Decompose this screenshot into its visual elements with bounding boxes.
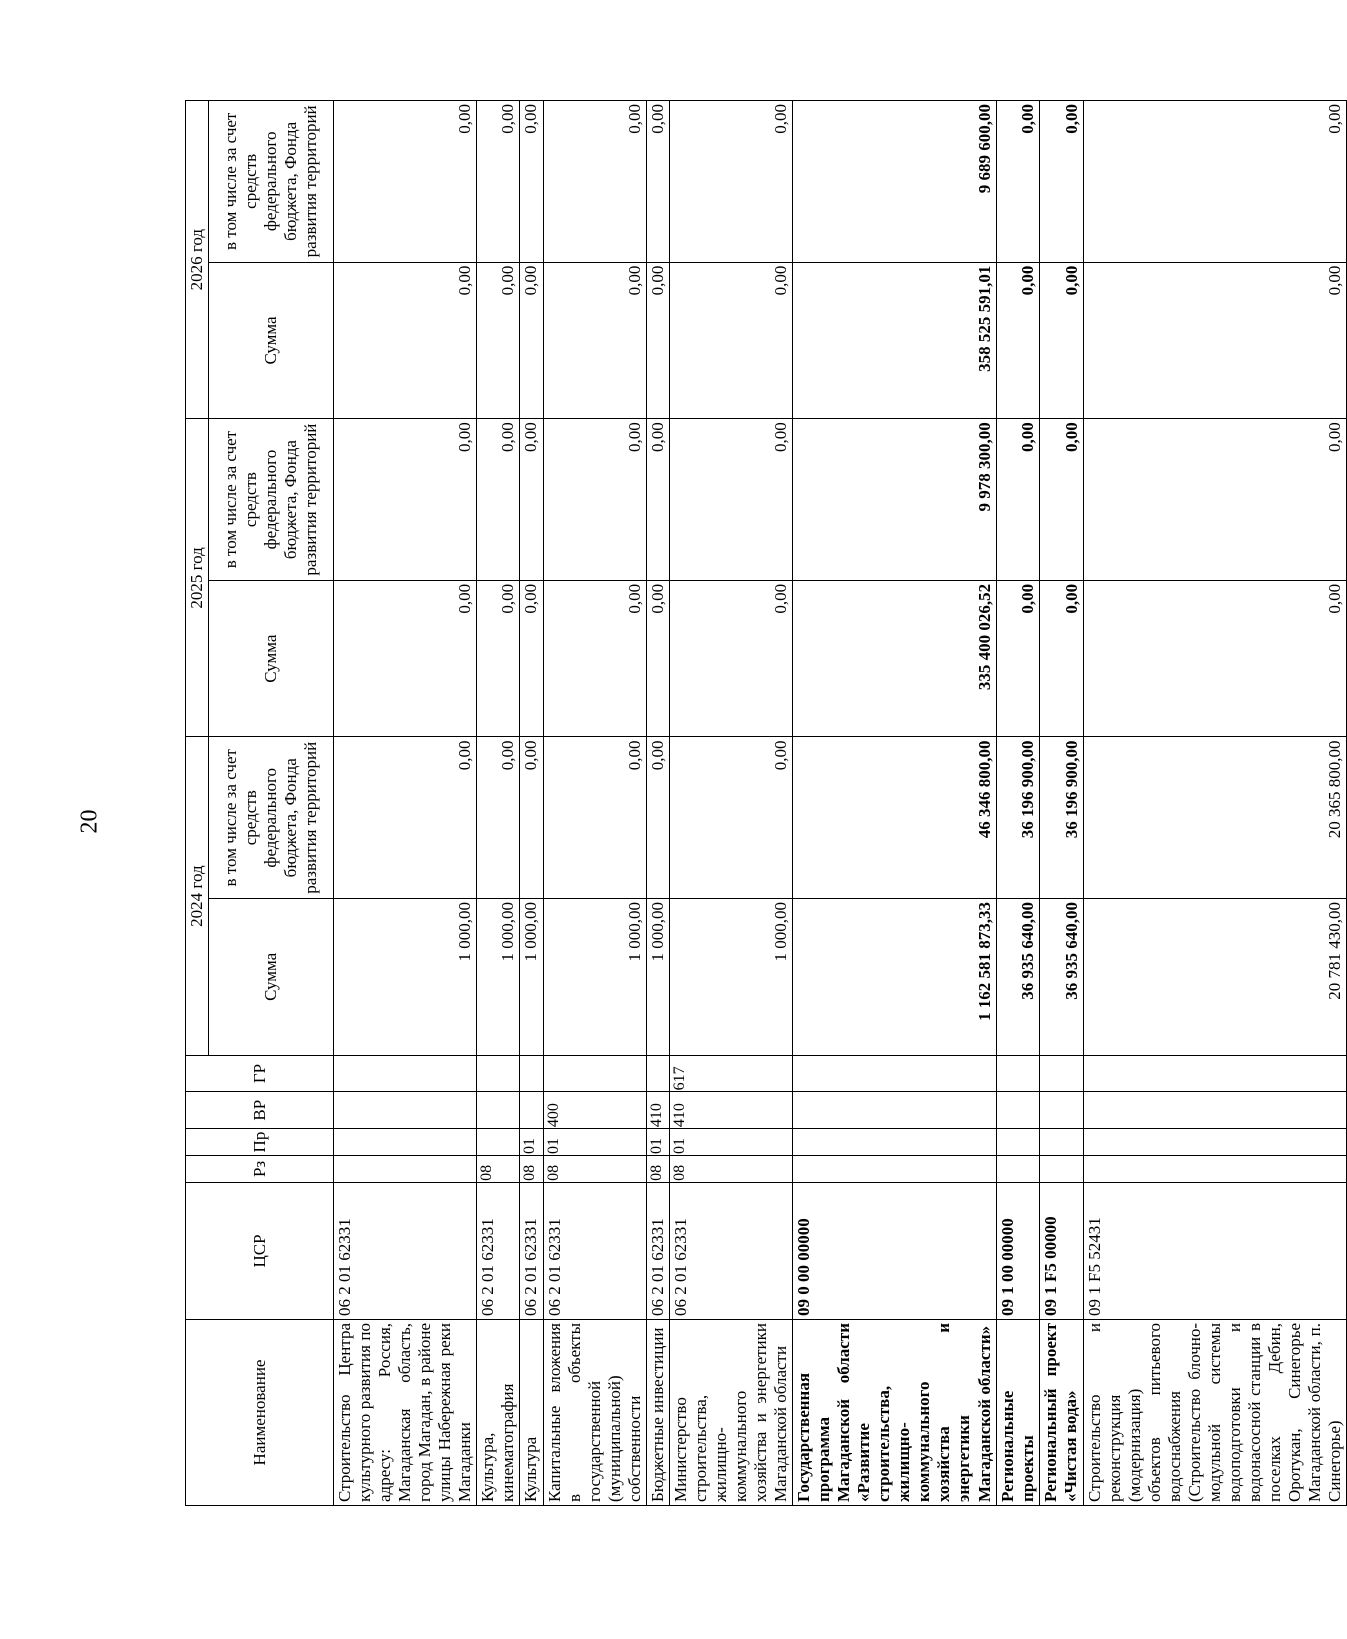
cell-rz xyxy=(793,1156,996,1183)
cell-s2024: 1 000,00 xyxy=(334,899,477,1056)
header-sum-2025: Сумма xyxy=(209,580,334,737)
cell-vr xyxy=(334,1092,477,1129)
cell-gr xyxy=(793,1055,996,1092)
table-row xyxy=(477,101,520,1506)
header-vr: ВР xyxy=(186,1092,334,1129)
cell-gr xyxy=(996,1055,1039,1092)
cell-f2026: 0,00 xyxy=(543,101,646,263)
header-rz: Рз xyxy=(186,1156,334,1183)
cell-name: Министерство строительства, жилищно-коммунального хозяйства и энергетики Магаданской области xyxy=(669,1319,792,1505)
cell-pr xyxy=(1039,1129,1083,1156)
cell-s2026: 0,00 xyxy=(1083,262,1347,419)
cell-vr xyxy=(1039,1092,1083,1129)
cell-f2025: 0,00 xyxy=(543,419,646,581)
cell-vr xyxy=(520,1092,543,1129)
cell-rz xyxy=(1039,1156,1083,1183)
cell-s2025: 0,00 xyxy=(1083,580,1347,737)
cell-pr xyxy=(334,1129,477,1156)
table-row xyxy=(334,101,477,1506)
cell-csr: 06 2 01 62331 xyxy=(520,1182,543,1319)
header-incl-2025: в том числе за счет средств федерального бюджета, Фонда развития территорий xyxy=(209,419,334,581)
cell-vr: 400 xyxy=(543,1092,646,1129)
cell-f2026: 9 689 600,00 xyxy=(793,101,996,263)
cell-s2024: 1 000,00 xyxy=(646,899,669,1056)
cell-name: Региональный проект «Чистая вода» xyxy=(1039,1319,1083,1505)
cell-s2025: 335 400 026,52 xyxy=(793,580,996,737)
cell-rz xyxy=(334,1156,477,1183)
table-row xyxy=(520,101,543,1506)
table-row xyxy=(1083,101,1347,1506)
cell-s2024: 1 000,00 xyxy=(669,899,792,1056)
header-row-years xyxy=(186,101,209,1506)
cell-pr: 01 xyxy=(520,1129,543,1156)
cell-f2025: 0,00 xyxy=(669,419,792,581)
cell-s2026: 0,00 xyxy=(996,262,1039,419)
cell-f2024: 0,00 xyxy=(669,737,792,899)
cell-s2026: 0,00 xyxy=(543,262,646,419)
header-pr: Пр xyxy=(186,1129,334,1156)
table-row xyxy=(996,101,1039,1506)
budget-table xyxy=(185,100,1347,1506)
cell-pr xyxy=(793,1129,996,1156)
cell-f2025: 0,00 xyxy=(1039,419,1083,581)
cell-gr xyxy=(1039,1055,1083,1092)
cell-f2026: 0,00 xyxy=(669,101,792,263)
cell-f2024: 0,00 xyxy=(334,737,477,899)
cell-f2024: 36 196 900,00 xyxy=(1039,737,1083,899)
cell-pr xyxy=(1083,1129,1347,1156)
cell-s2025: 0,00 xyxy=(477,580,520,737)
cell-f2026: 0,00 xyxy=(477,101,520,263)
cell-name: Бюджетные инвестиции xyxy=(646,1319,669,1505)
cell-s2025: 0,00 xyxy=(996,580,1039,737)
cell-f2025: 0,00 xyxy=(520,419,543,581)
cell-f2025: 0,00 xyxy=(996,419,1039,581)
cell-name: Строительство Центра культурного развития по адресу: Россия, Магаданская область, город Магадан, в районе улицы Набережная реки Магаданки xyxy=(334,1319,477,1505)
cell-rz: 08 xyxy=(543,1156,646,1183)
cell-f2024: 0,00 xyxy=(543,737,646,899)
cell-pr: 01 xyxy=(669,1129,792,1156)
cell-f2026: 0,00 xyxy=(996,101,1039,263)
cell-s2026: 0,00 xyxy=(477,262,520,419)
cell-s2026: 358 525 591,01 xyxy=(793,262,996,419)
cell-s2024: 1 162 581 873,33 xyxy=(793,899,996,1056)
cell-rz xyxy=(1083,1156,1347,1183)
cell-rz xyxy=(996,1156,1039,1183)
cell-gr: 617 xyxy=(669,1055,792,1092)
cell-pr: 01 xyxy=(646,1129,669,1156)
cell-s2024: 1 000,00 xyxy=(543,899,646,1056)
cell-f2026: 0,00 xyxy=(334,101,477,263)
cell-s2025: 0,00 xyxy=(334,580,477,737)
page-number: 20 xyxy=(76,809,103,834)
cell-csr: 06 2 01 62331 xyxy=(646,1182,669,1319)
cell-pr xyxy=(477,1129,520,1156)
cell-s2026: 0,00 xyxy=(1039,262,1083,419)
cell-gr xyxy=(1083,1055,1347,1092)
cell-f2025: 9 978 300,00 xyxy=(793,419,996,581)
header-year-2026: 2026 год xyxy=(186,101,209,419)
cell-pr xyxy=(996,1129,1039,1156)
cell-f2026: 0,00 xyxy=(1039,101,1083,263)
cell-f2026: 0,00 xyxy=(646,101,669,263)
cell-s2025: 0,00 xyxy=(1039,580,1083,737)
cell-f2025: 0,00 xyxy=(646,419,669,581)
header-incl-2026: в том числе за счет средств федерального бюджета, Фонда развития территорий xyxy=(209,101,334,263)
cell-vr: 410 xyxy=(646,1092,669,1129)
cell-s2026: 0,00 xyxy=(669,262,792,419)
cell-gr xyxy=(646,1055,669,1092)
cell-csr: 09 1 00 00000 xyxy=(996,1182,1039,1319)
cell-rz: 08 xyxy=(669,1156,792,1183)
cell-vr: 410 xyxy=(669,1092,792,1129)
cell-f2025: 0,00 xyxy=(334,419,477,581)
table-row xyxy=(646,101,669,1506)
cell-rz: 08 xyxy=(477,1156,520,1183)
header-incl-2024: в том числе за счет средств федерального бюджета, Фонда развития территорий xyxy=(209,737,334,899)
table-row xyxy=(669,101,792,1506)
cell-gr xyxy=(543,1055,646,1092)
cell-rz: 08 xyxy=(520,1156,543,1183)
cell-pr: 01 xyxy=(543,1129,646,1156)
cell-csr: 06 2 01 62331 xyxy=(669,1182,792,1319)
cell-gr xyxy=(520,1055,543,1092)
cell-f2024: 36 196 900,00 xyxy=(996,737,1039,899)
cell-name: Капитальные вложения в объекты государственной (муниципальной) собственности xyxy=(543,1319,646,1505)
cell-csr: 06 2 01 62331 xyxy=(334,1182,477,1319)
cell-s2026: 0,00 xyxy=(646,262,669,419)
cell-f2025: 0,00 xyxy=(1083,419,1347,581)
cell-name: Культура xyxy=(520,1319,543,1505)
cell-s2025: 0,00 xyxy=(669,580,792,737)
header-csr: ЦСР xyxy=(186,1182,334,1319)
cell-f2026: 0,00 xyxy=(520,101,543,263)
cell-s2024: 1 000,00 xyxy=(520,899,543,1056)
cell-name: Региональные проекты xyxy=(996,1319,1039,1505)
header-sum-2026: Сумма xyxy=(209,262,334,419)
cell-name: Культура, кинематография xyxy=(477,1319,520,1505)
cell-f2025: 0,00 xyxy=(477,419,520,581)
cell-name: Строительство и реконструкция (модернизация) объектов питьевого водоснабжения (Строительство блочно-модульной системы водоподготовки и водонасосной станции в поселках Дебин, Оротукан, Синегорье Магаданской области, п. Синегорье) xyxy=(1083,1319,1347,1505)
cell-csr: 09 1 F5 00000 xyxy=(1039,1182,1083,1319)
cell-rz: 08 xyxy=(646,1156,669,1183)
cell-s2025: 0,00 xyxy=(520,580,543,737)
cell-vr xyxy=(1083,1092,1347,1129)
cell-csr: 06 2 01 62331 xyxy=(477,1182,520,1319)
cell-gr xyxy=(477,1055,520,1092)
cell-s2024: 1 000,00 xyxy=(477,899,520,1056)
table-body xyxy=(334,101,1347,1506)
cell-s2024: 36 935 640,00 xyxy=(996,899,1039,1056)
cell-f2024: 0,00 xyxy=(646,737,669,899)
cell-vr xyxy=(477,1092,520,1129)
cell-s2026: 0,00 xyxy=(520,262,543,419)
cell-f2024: 46 346 800,00 xyxy=(793,737,996,899)
cell-f2026: 0,00 xyxy=(1083,101,1347,263)
cell-f2024: 0,00 xyxy=(477,737,520,899)
header-sum-2024: Сумма xyxy=(209,899,334,1056)
header-name: Наименование xyxy=(186,1319,334,1505)
cell-csr: 09 0 00 00000 xyxy=(793,1182,996,1319)
cell-s2026: 0,00 xyxy=(334,262,477,419)
table-row xyxy=(793,101,996,1506)
cell-f2024: 20 365 800,00 xyxy=(1083,737,1347,899)
rotated-table-wrapper xyxy=(185,100,1345,1506)
cell-gr xyxy=(334,1055,477,1092)
header-year-2025: 2025 год xyxy=(186,419,209,737)
cell-vr xyxy=(996,1092,1039,1129)
cell-vr xyxy=(793,1092,996,1129)
cell-s2025: 0,00 xyxy=(646,580,669,737)
cell-csr: 09 1 F5 52431 xyxy=(1083,1182,1347,1319)
cell-s2024: 20 781 430,00 xyxy=(1083,899,1347,1056)
cell-s2024: 36 935 640,00 xyxy=(1039,899,1083,1056)
table-row xyxy=(1039,101,1083,1506)
header-gr: ГР xyxy=(186,1055,334,1092)
table-row xyxy=(543,101,646,1506)
cell-f2024: 0,00 xyxy=(520,737,543,899)
cell-csr: 06 2 01 62331 xyxy=(543,1182,646,1319)
cell-s2025: 0,00 xyxy=(543,580,646,737)
cell-name: Государственная программа Магаданской области «Развитие строительства, жилищно-коммунального хозяйства и энергетики Магаданской области» xyxy=(793,1319,996,1505)
header-year-2024: 2024 год xyxy=(186,737,209,1055)
